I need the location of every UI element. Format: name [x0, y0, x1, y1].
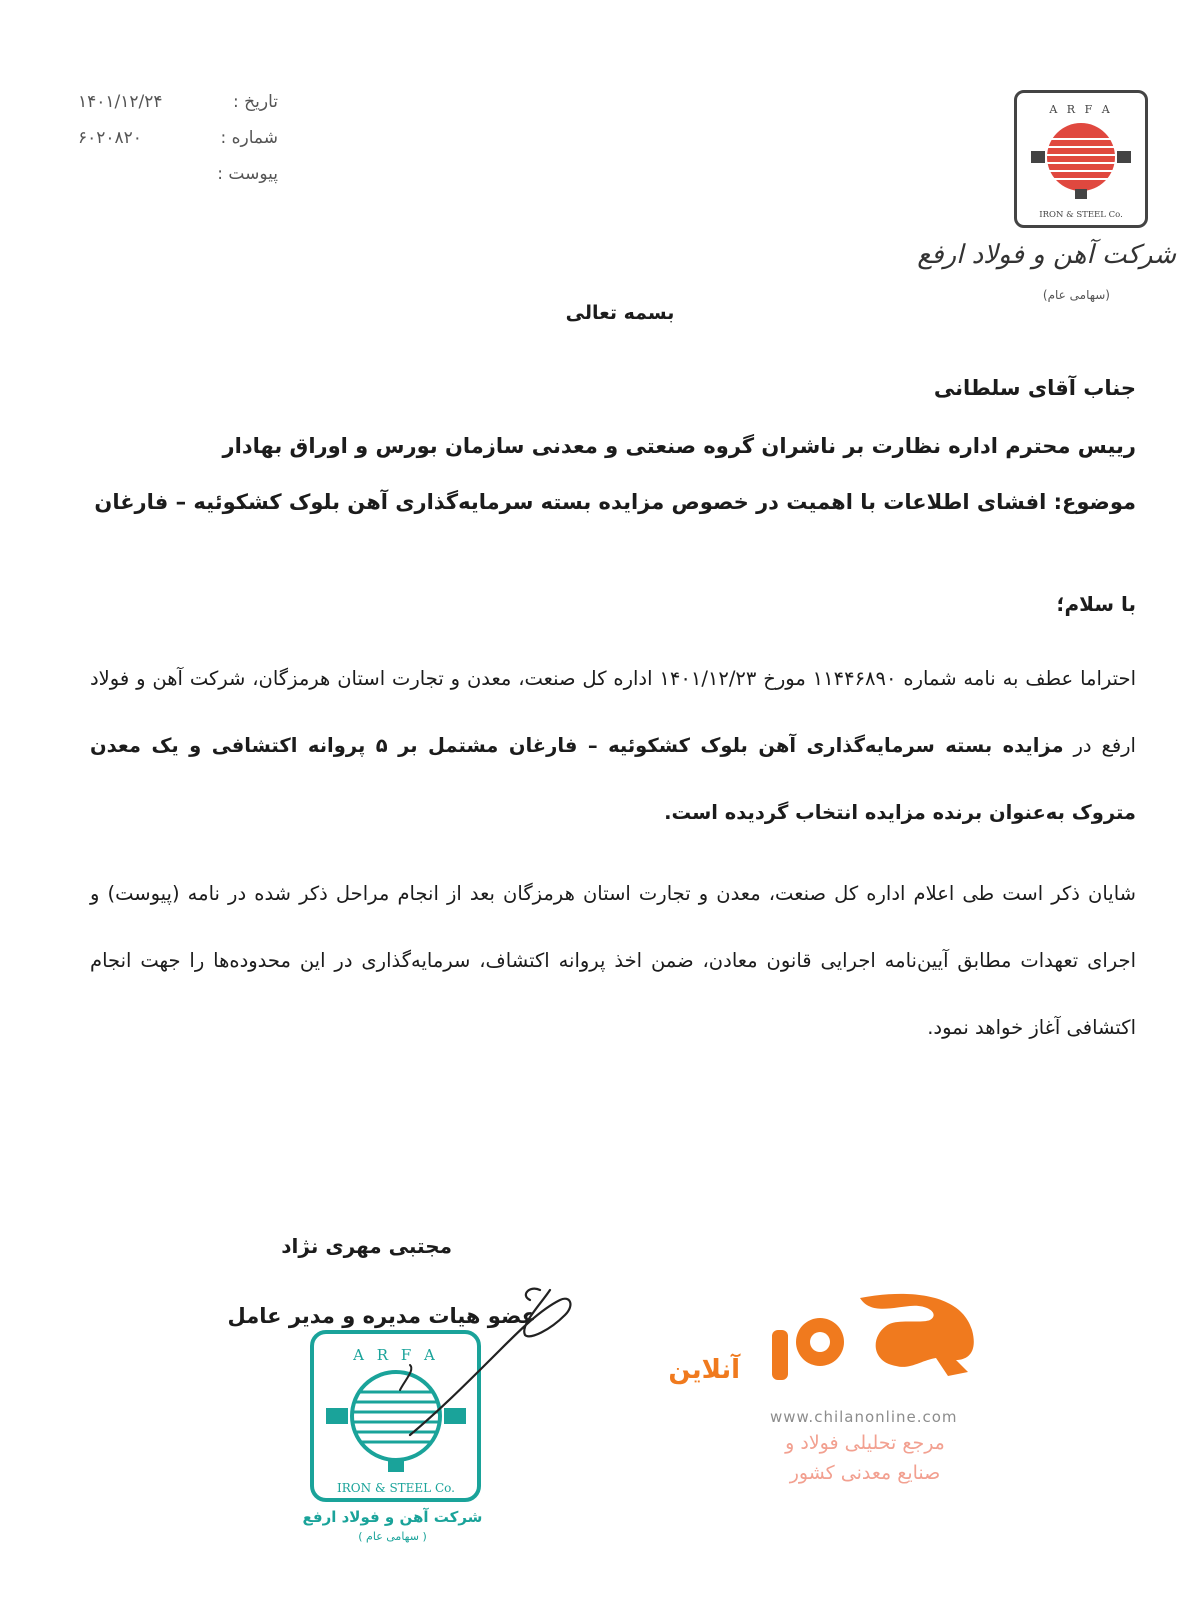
- paragraph-2: شایان ذکر است طی اعلام اداره کل صنعت، معدن و تجارت استان هرمزگان بعد از انجام مراحل ذکر شده در نامه (پیوست) و اجرای تعهدات مطابق آیین‌نامه اجرایی قانون معادن، ضمن اخذ پروانه اکتشاف، سرمایه‌گذاری در این محدوده‌ها را جهت انجام اکتشافی آغاز خواهد نمود.: [90, 882, 1136, 1039]
- letter-meta: [78, 84, 278, 192]
- chilan-watermark: [668, 1290, 1010, 1490]
- basmala: بسمه تعالی: [565, 302, 675, 324]
- signer-name: مجتبی مهری نژاد: [281, 1234, 452, 1258]
- svg-text:IRON & STEEL Co.: IRON & STEEL Co.: [337, 1481, 455, 1495]
- company-name: شرکت آهن و فولاد ارفع: [917, 240, 1176, 270]
- paragraph-1-bold: مزایده بسته سرمایه‌گذاری آهن بلوک کشکوئیه – فارغان مشتمل بر ۵ پروانه اکتشافی و یک معدن متروک به‌عنوان برنده مزایده انتخاب گردیده است.: [90, 734, 1136, 824]
- recipient-title: رییس محترم اداره نظارت بر ناشران گروه صنعتی و معدنی سازمان بورس و اوراق بهادار: [222, 434, 1136, 458]
- attachment-label: پیوست :: [217, 164, 278, 184]
- watermark-tagline-2: صنایع معدنی کشور: [789, 1462, 941, 1484]
- stamp-company: شرکت آهن و فولاد ارفع: [302, 1508, 483, 1526]
- watermark-url: www.chilanonline.com: [770, 1408, 958, 1426]
- svg-text:A R F A: A R F A: [353, 1346, 439, 1364]
- date-value: ۱۴۰۱/۱۲/۲۴: [78, 92, 163, 112]
- company-logo: [1014, 90, 1148, 228]
- stamp-type: ( سهامی عام ): [358, 1530, 427, 1543]
- number-value: ۶۰۲۰۸۲۰: [78, 128, 142, 148]
- greeting: با سلام؛: [1056, 592, 1136, 616]
- svg-text:IRON & STEEL Co.: IRON & STEEL Co.: [1039, 210, 1123, 220]
- company-type: (سهامی عام): [1042, 288, 1110, 302]
- watermark-tagline-1: مرجع تحلیلی فولاد و: [785, 1432, 945, 1454]
- svg-text:آنلاین: آنلاین: [668, 1355, 740, 1385]
- date-row: [78, 84, 278, 120]
- handwritten-signature: [400, 1270, 590, 1450]
- number-label: شماره :: [220, 128, 278, 148]
- paragraph-1-text: احتراما عطف به نامه شماره ۱۱۴۴۶۸۹۰ مورخ ۱۴۰۱/۱۲/۲۳ اداره کل صنعت، معدن و تجارت استان هرمزگان، شرکت آهن و فولاد ارفع در: [90, 667, 1136, 757]
- date-label: تاریخ :: [233, 92, 278, 112]
- svg-text:A R F A: A R F A: [1049, 103, 1113, 116]
- number-row: [78, 120, 278, 156]
- attachment-row: [78, 156, 278, 192]
- paragraph-1: [90, 645, 1136, 846]
- signer-title: عضو هیات مدیره و مدیر عامل: [227, 1304, 536, 1328]
- stamp-caption: [300, 1508, 485, 1543]
- recipient: جناب آقای سلطانی: [933, 376, 1136, 400]
- subject: موضوع: افشای اطلاعات با اهمیت در خصوص مزایده بسته سرمایه‌گذاری آهن بلوک کشکوئیه – فارغان: [94, 490, 1136, 514]
